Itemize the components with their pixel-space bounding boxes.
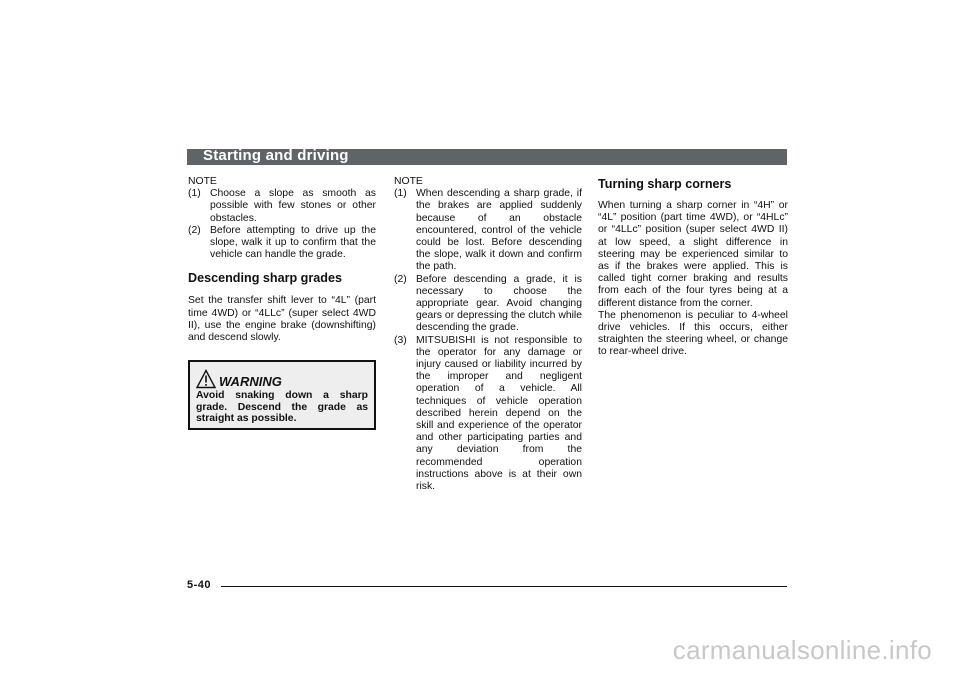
column-right bbox=[598, 176, 788, 359]
warning-box bbox=[188, 360, 376, 430]
phenomenon-paragraph: The phenomenon is peculiar to 4-wheel drive vehicles. If this occurs, either straighten the steering wheel, or change to rear-wheel drive. bbox=[598, 309, 788, 358]
column-middle bbox=[394, 176, 582, 493]
descending-paragraph: Set the transfer shift lever to “4L” (part time 4WD) or “4LLc” (super select 4WD II), use the engine brake (downshifting) and descend slowly. bbox=[188, 295, 376, 344]
heading-descending-sharp-grades: Descending sharp grades bbox=[188, 271, 342, 286]
heading-turning-sharp-corners: Turning sharp corners bbox=[598, 177, 732, 191]
warning-label: WARNING bbox=[219, 374, 282, 390]
page-number: 5-40 bbox=[187, 579, 212, 591]
warning-header bbox=[196, 367, 368, 389]
note-item: (3) MITSUBISHI is not responsible to the operator for any damage or injury caused or liability incurred by the improper and negligent operation of a vehicle. All techniques of vehicle operation described herein depend on the skill and experience of the operator and other participating parties and any deviation from the recommended operation instructions above is at their own risk. bbox=[394, 334, 582, 493]
warning-text: Avoid snaking down a sharp grade. Descend the grade as straight as possible. bbox=[196, 390, 368, 425]
note-item: (2) Before descending a grade, it is necessary to choose the appropriate gear. Avoid changing gears or depressing the clutch while descending the grade. bbox=[394, 273, 582, 334]
footer-rule bbox=[221, 586, 787, 587]
note-item: (1) When descending a sharp grade, if the brakes are applied suddenly because of an obstacle encountered, control of the vehicle could be lost. Before descending the slope, walk it down and confirm the path. bbox=[394, 188, 582, 273]
column-left bbox=[188, 176, 376, 430]
section-title: Starting and driving bbox=[203, 147, 349, 164]
warning-triangle-icon bbox=[196, 369, 216, 389]
note-item: (1) Choose a slope as smooth as possible with few stones or other obstacles. bbox=[188, 188, 376, 224]
watermark: carmanualsonline.info bbox=[672, 635, 932, 665]
note-item: (2) Before attempting to drive up the slope, walk it up to confirm that the vehicle can handle the grade. bbox=[188, 224, 376, 261]
note-label: NOTE bbox=[394, 176, 423, 187]
note-label: NOTE bbox=[188, 176, 217, 187]
turning-paragraph: When turning a sharp corner in “4H” or “4L” position (part time 4WD), or “4HLc” or “4LLc” position (super select 4WD II) at low speed, a slight difference in steering may be experienced similar to as if the brakes were applied. This is called tight corner braking and results from each of the four tyres being at a different distance from the corner. bbox=[598, 200, 788, 309]
